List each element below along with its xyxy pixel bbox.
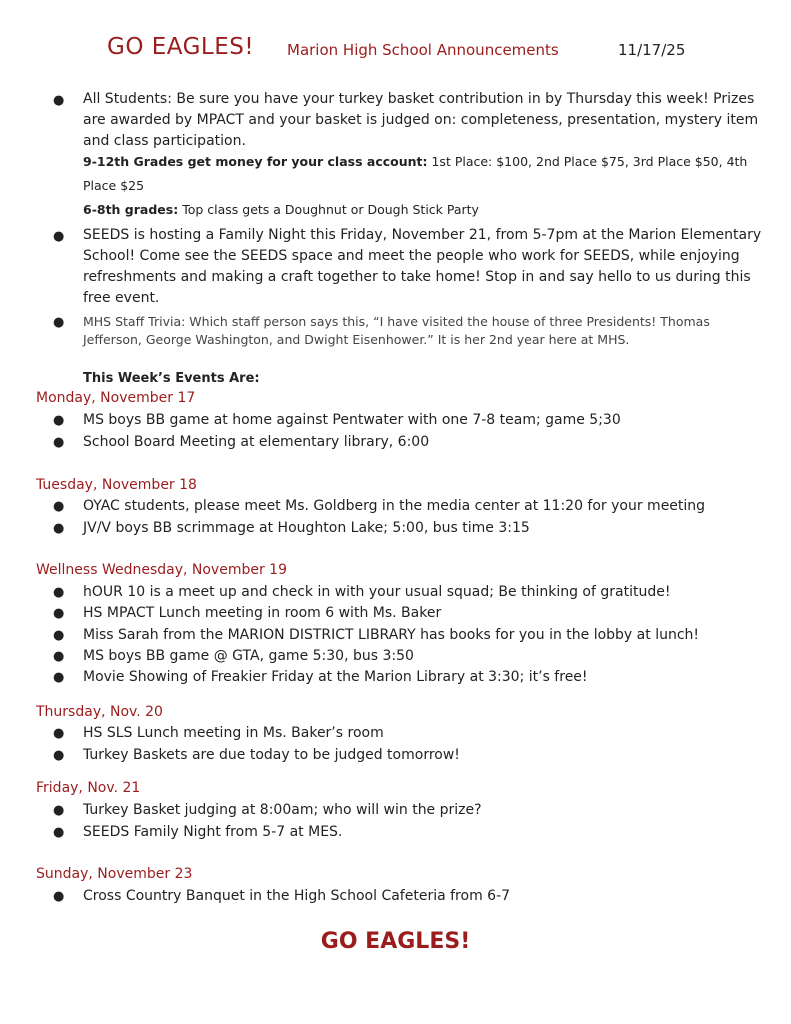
day-heading: Monday, November 17 <box>36 390 196 406</box>
list-item <box>0 745 791 766</box>
list-item <box>0 603 791 624</box>
header-school-title: Marion High School Announcements <box>287 41 559 59</box>
list-item <box>0 410 791 431</box>
event-text: MS boys BB game @ GTA, game 5:30, bus 3:50 <box>83 648 414 664</box>
event-text: MS boys BB game at home against Pentwater with one 7-8 team; game 5;30 <box>83 412 621 428</box>
list-item <box>0 886 791 907</box>
event-text: hOUR 10 is a meet up and check in with your usual squad; Be thinking of gratitude! <box>83 584 671 600</box>
day-heading: Thursday, Nov. 20 <box>36 704 163 720</box>
bullet-icon: ● <box>53 229 65 244</box>
bullet-icon: ● <box>53 748 65 763</box>
event-text: OYAC students, please meet Ms. Goldberg in the media center at 11:20 for your meeting <box>83 498 706 514</box>
events-title: This Week’s Events Are: <box>83 371 260 386</box>
announcement-turkey: All Students: Be sure you have your turkey basket contribution in by Thursday this week! Prizes are awarded by MPACT and your basket is judged on: completeness, presentation, mystery item and class participation. <box>83 91 759 149</box>
header <box>0 34 791 64</box>
event-text: SEEDS Family Night from 5-7 at MES. <box>83 824 343 840</box>
event-text: Movie Showing of Freakier Friday at the Marion Library at 3:30; it’s free! <box>83 669 588 685</box>
list-item <box>0 496 791 517</box>
bullet-icon: ● <box>53 649 65 664</box>
day-heading: Wellness Wednesday, November 19 <box>36 562 287 578</box>
announcement-grades-68 <box>83 198 763 222</box>
list-item <box>0 822 791 843</box>
grades-912-label: 9-12th Grades get money for your class account: <box>83 154 428 169</box>
list-item <box>0 800 791 821</box>
grades-912-text: 1st Place: $100, 2nd Place $75, 3rd Place $50, 4th Place $25 <box>83 154 748 193</box>
bullet-icon: ● <box>53 585 65 600</box>
list-item <box>0 667 791 688</box>
list-item <box>0 625 791 646</box>
list-item <box>0 518 791 539</box>
announcement-grades-912 <box>83 150 763 198</box>
bullet-icon: ● <box>53 521 65 536</box>
bullet-icon: ● <box>53 889 65 904</box>
list-item <box>0 646 791 667</box>
day-heading: Friday, Nov. 21 <box>36 780 141 796</box>
event-text: Miss Sarah from the MARION DISTRICT LIBRARY has books for you in the lobby at lunch! <box>83 627 700 643</box>
event-text: HS SLS Lunch meeting in Ms. Baker’s room <box>83 725 384 741</box>
bullet-icon: ● <box>53 499 65 514</box>
grades-68-label: 6-8th grades: <box>83 202 179 217</box>
event-text: JV/V boys BB scrimmage at Houghton Lake; 5:00, bus time 3:15 <box>83 520 530 536</box>
event-text: HS MPACT Lunch meeting in room 6 with Ms. Baker <box>83 605 442 621</box>
day-heading: Sunday, November 23 <box>36 866 193 882</box>
bullet-icon: ● <box>53 413 65 428</box>
bullet-icon: ● <box>53 726 65 741</box>
announcement-trivia: MHS Staff Trivia: Which staff person says this, “I have visited the house of three Presidents! Thomas Jefferson, George Washington, and Dwight Eisenhower.” It is her 2nd year here at MHS. <box>83 314 710 347</box>
bullet-icon: ● <box>53 93 65 108</box>
event-text: Cross Country Banquet in the High School Cafeteria from 6-7 <box>83 888 511 904</box>
bullet-icon: ● <box>53 825 65 840</box>
bullet-icon: ● <box>53 670 65 685</box>
bullet-icon: ● <box>53 628 65 643</box>
event-text: Turkey Baskets are due today to be judged tomorrow! <box>83 747 460 763</box>
list-item <box>0 723 791 744</box>
footer-go-eagles: GO EAGLES! <box>320 929 471 954</box>
header-date: 11/17/25 <box>618 41 686 59</box>
header-go-eagles: GO EAGLES! <box>107 34 255 60</box>
grades-68-text: Top class gets a Doughnut or Dough Stick Party <box>178 202 479 217</box>
bullet-icon: ● <box>53 315 65 330</box>
list-item <box>0 432 791 453</box>
bullet-icon: ● <box>53 803 65 818</box>
event-text: Turkey Basket judging at 8:00am; who will win the prize? <box>83 802 482 818</box>
bullet-icon: ● <box>53 606 65 621</box>
list-item <box>0 582 791 603</box>
event-text: School Board Meeting at elementary library, 6:00 <box>83 434 430 450</box>
day-heading: Tuesday, November 18 <box>36 477 197 493</box>
bullet-icon: ● <box>53 435 65 450</box>
announcement-seeds: SEEDS is hosting a Family Night this Friday, November 21, from 5-7pm at the Marion Elementary School! Come see the SEEDS space and meet the people who work for SEEDS, while enjoying refreshments and making a craft together to take home! Stop in and say hello to us during this free event. <box>83 227 762 306</box>
